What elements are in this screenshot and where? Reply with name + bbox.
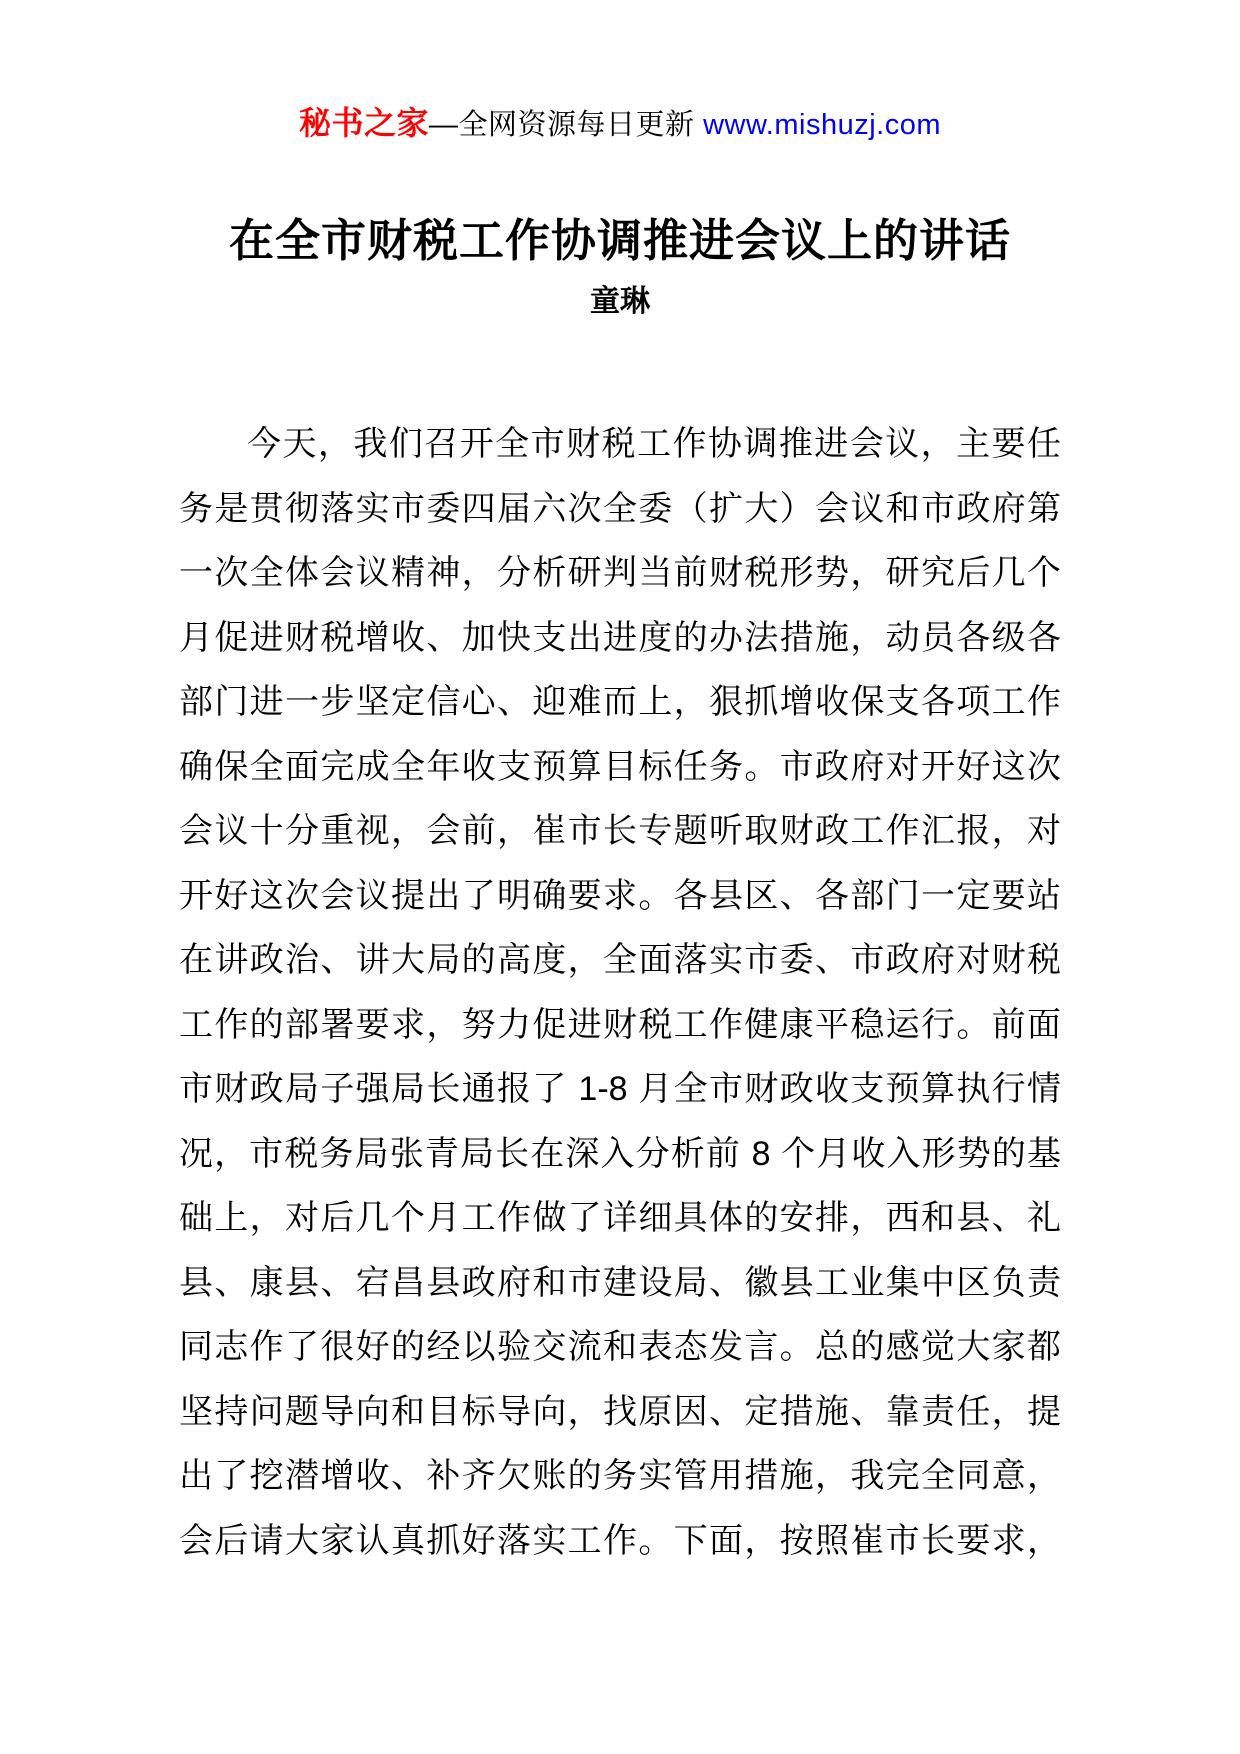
body-line: 县、康县、宕昌县政府和市建设局、徽县工业集中区负责 [179, 1263, 1061, 1302]
body-line: 市财政局子强局长通报了 1-8 月全市财政收支预算执行情 [179, 1070, 1061, 1108]
body-line: 月促进财税增收、加快支出进度的办法措施，动员各级各 [179, 618, 1061, 657]
body-line: 工作的部署要求，努力促进财税工作健康平稳运行。前面 [179, 1005, 1061, 1044]
body-paragraph [179, 412, 1061, 1573]
body-line: 础上，对后几个月工作做了详细具体的安排，西和县、礼 [179, 1199, 1061, 1237]
body-line: 务是贯彻落实市委四届六次全委（扩大）会议和市政府第 [179, 489, 1061, 528]
body-line: 会议十分重视，会前，崔市长专题听取财政工作汇报，对 [179, 812, 1061, 850]
body-line: 会后请大家认真抓好落实工作。下面，按照崔市长要求， [179, 1521, 1061, 1560]
body-line: 一次全体会议精神，分析研判当前财税形势，研究后几个 [179, 554, 1061, 592]
body-line: 今天，我们召开全市财税工作协调推进会议，主要任 [247, 425, 1061, 463]
site-url-link[interactable]: www.mishuzj.com [703, 109, 941, 141]
document-content [179, 0, 1061, 1573]
page-title: 在全市财税工作协调推进会议上的讲话 [228, 215, 1011, 266]
body-line: 同志作了很好的经以验交流和表态发言。总的感觉大家都 [179, 1328, 1061, 1366]
body-line: 部门进一步坚定信心、迎难而上，狠抓增收保支各项工作 [179, 683, 1061, 721]
body-line: 确保全面完成全年收支预算目标任务。市政府对开好这次 [179, 747, 1061, 786]
body-line: 出了挖潜增收、补齐欠账的务实管用措施，我完全同意， [179, 1457, 1061, 1495]
body-line: 坚持问题导向和目标导向，找原因、定措施、靠责任，提 [179, 1392, 1061, 1431]
site-brand: 秘书之家 [298, 105, 429, 141]
body-line: 况，市税务局张青局长在深入分析前 8 个月收入形势的基 [179, 1134, 1061, 1173]
site-header [179, 98, 1061, 144]
body-line: 开好这次会议提出了明确要求。各县区、各部门一定要站 [179, 876, 1061, 915]
site-tagline: —全网资源每日更新 [429, 109, 704, 141]
body-line: 在讲政治、讲大局的高度，全面落实市委、市政府对财税 [179, 941, 1061, 979]
author-name: 童琳 [590, 285, 650, 318]
